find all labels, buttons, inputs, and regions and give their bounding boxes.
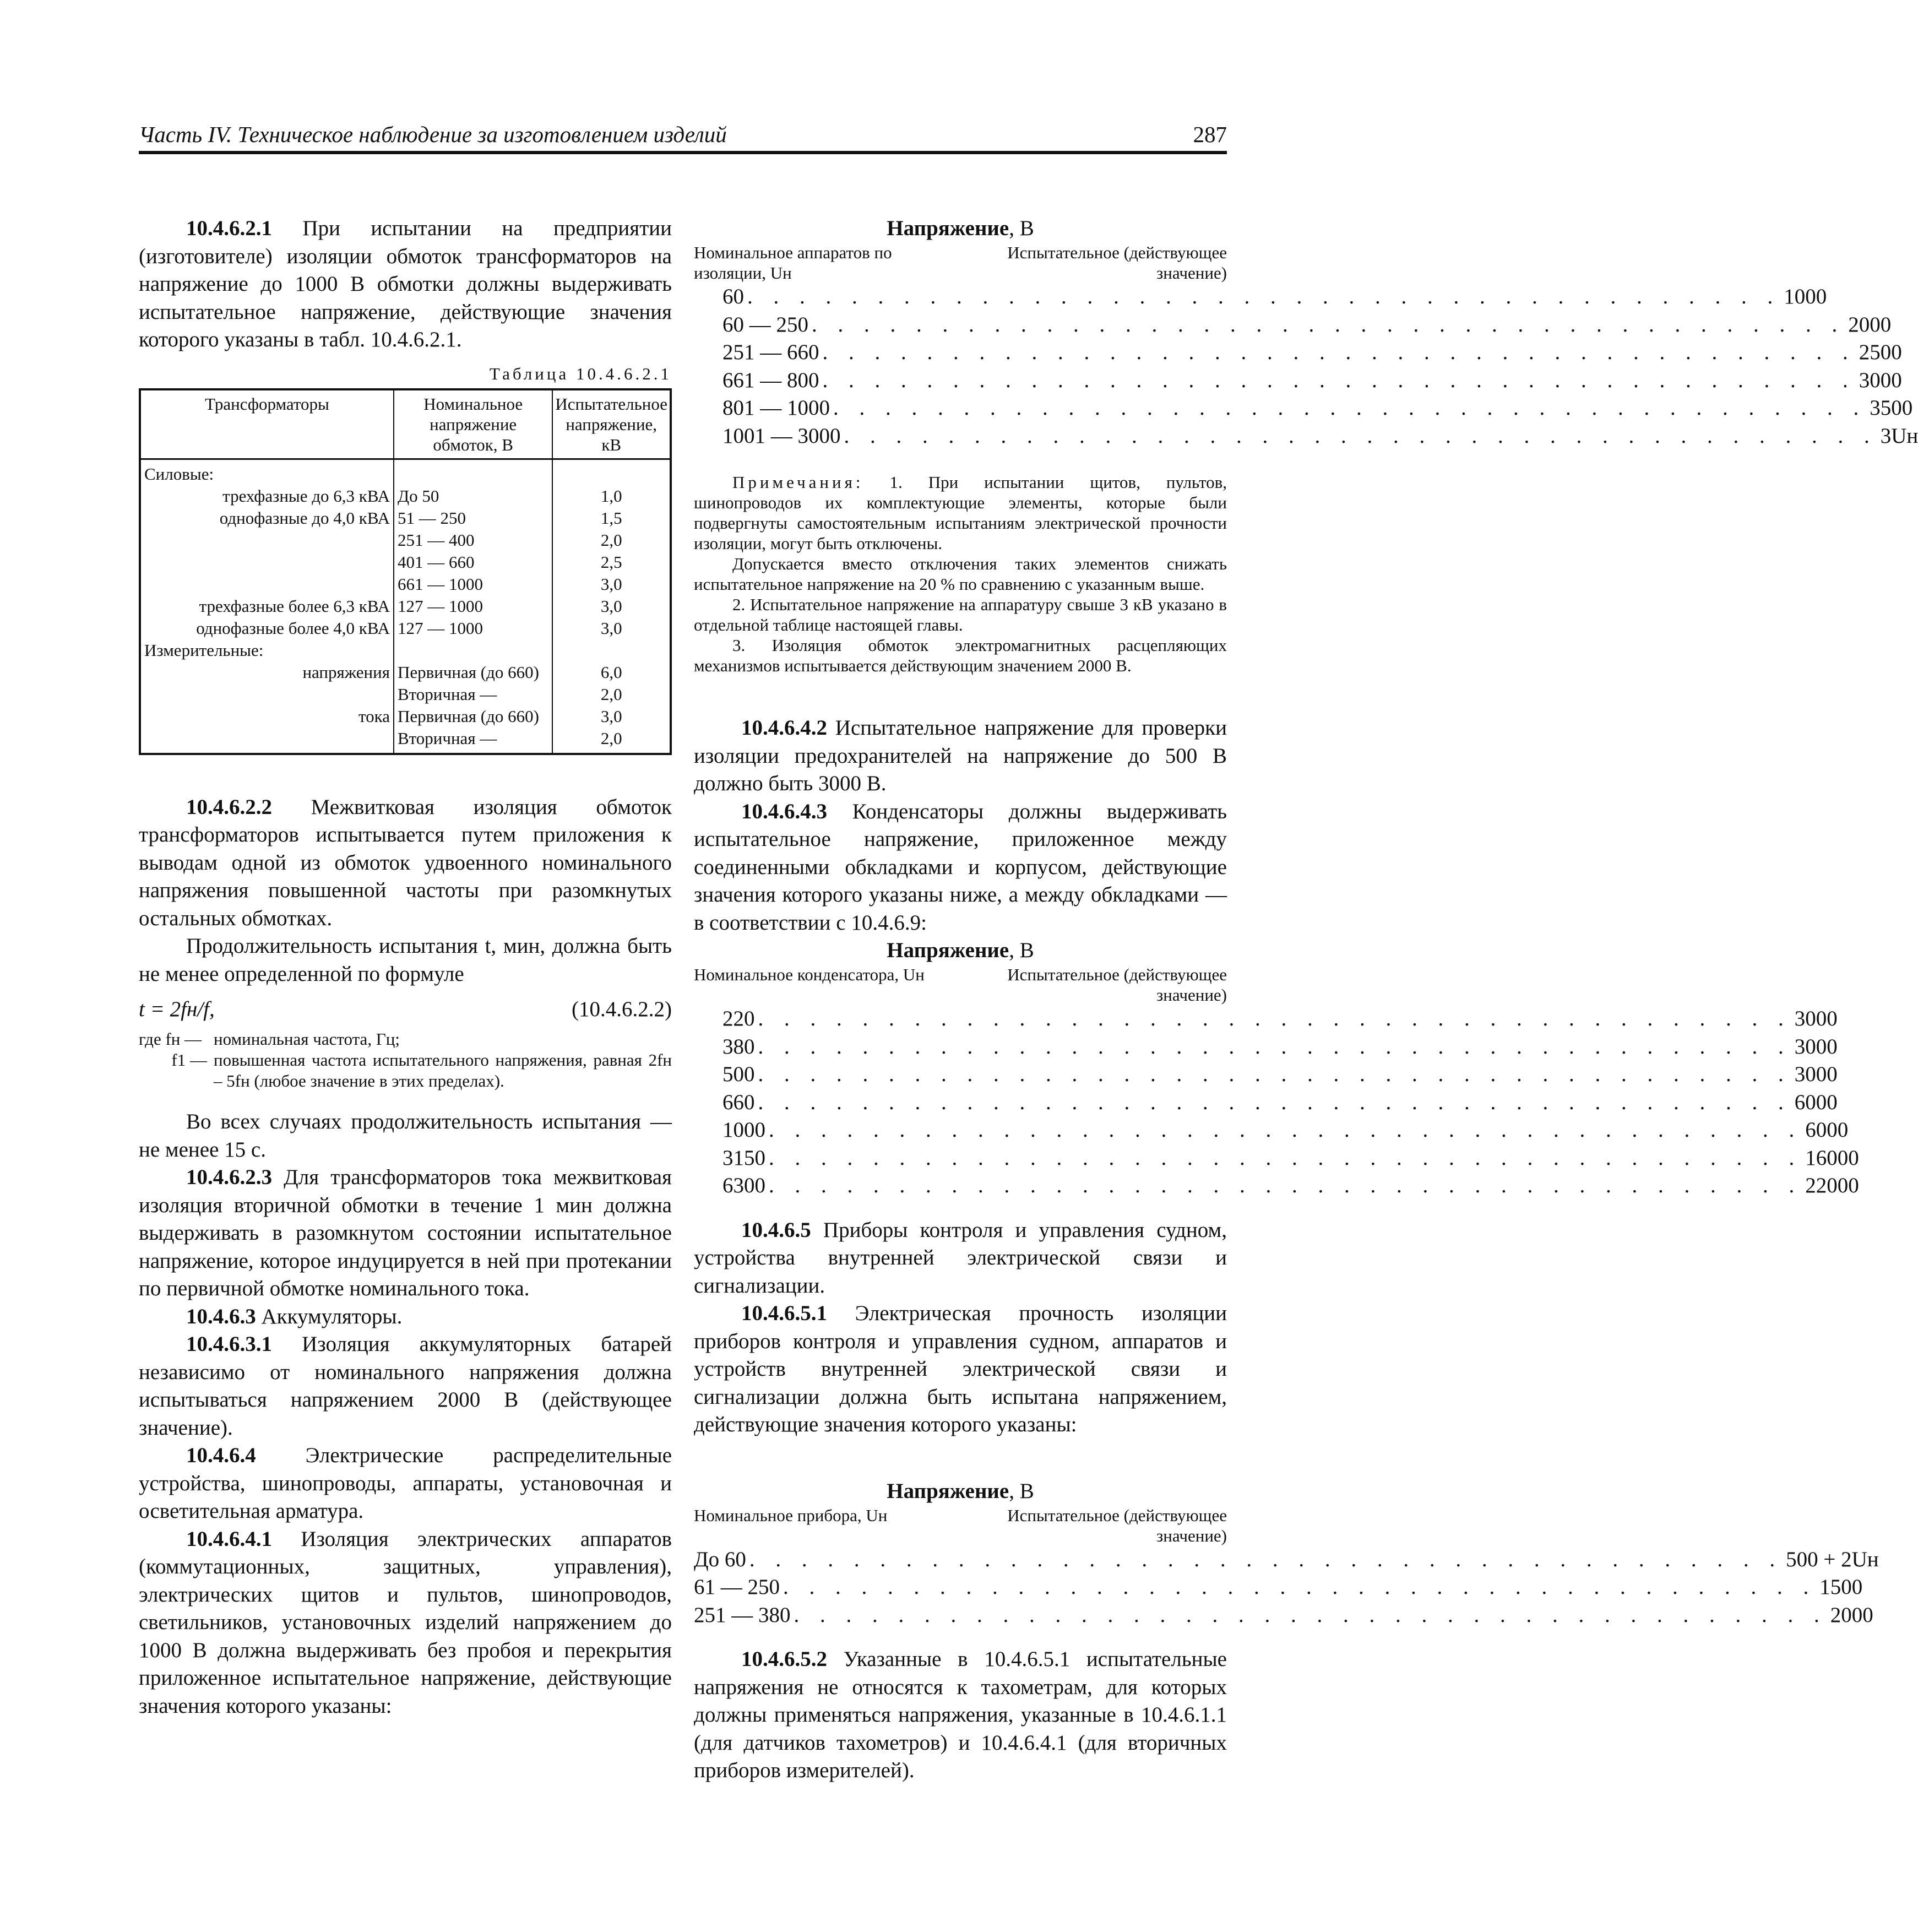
voltage-row [694,1172,1859,1200]
voltage-row [694,1061,1838,1089]
cell-type: трехфазные до 6,3 кВА [140,485,394,507]
voltage-nominal: 251 — 380 [694,1603,791,1627]
cell-nominal: 127 — 1000 [394,617,552,639]
voltage-row [694,311,1892,339]
voltage-row [694,1573,1863,1602]
dot-leader: . . . . . . . . . . . . . . . . . . . . . . . . . . . . . . . . . . . . . . . . [758,1062,1791,1086]
voltage-test: 16000 [1805,1146,1859,1170]
dot-leader: . . . . . . . . . . . . . . . . . . . . . . . . . . . . . . . . . . . . . . . . [769,1146,1802,1170]
voltage-test: 500 + 2Uн [1786,1547,1879,1571]
voltage-nominal: 60 — 250 [722,312,808,337]
cell-nominal: 51 — 250 [394,507,552,529]
voltage-heading-2: Напряжение, В [887,938,1034,962]
voltage-test: 3500 [1870,396,1913,420]
cell-nominal: 127 — 1000 [394,595,552,617]
voltage-nominal: 661 — 800 [722,368,819,392]
formula-legend [139,1029,672,1092]
table-row [140,459,671,485]
voltage-row [694,367,1902,395]
voltage-test: 2500 [1859,340,1902,364]
dot-leader: . . . . . . . . . . . . . . . . . . . . . . . . . . . . . . . . . . . . . . . . [822,340,1856,364]
dot-leader: . . . . . . . . . . . . . . . . . . . . . . . . . . . . . . . . . . . . . . . . [822,368,1856,392]
voltage-test: 2000 [1848,312,1892,337]
voltage-test: 3000 [1794,1034,1838,1059]
voltage-nominal: 1001 — 3000 [722,424,841,448]
voltage-test: 6000 [1794,1090,1838,1114]
voltage-row [694,1005,1838,1033]
voltage-nominal: 1000 [722,1118,765,1142]
dot-leader: . . . . . . . . . . . . . . . . . . . . . . . . . . . . . . . . . . . . . . . . [783,1575,1817,1599]
voltage-row [694,339,1902,367]
voltage-row [694,422,1918,451]
table-row [140,661,671,683]
running-header [139,120,1227,154]
voltage-row [694,1089,1838,1117]
voltage-nominal: 801 — 1000 [722,396,830,420]
cell-type [140,728,394,754]
dot-leader: . . . . . . . . . . . . . . . . . . . . . . . . . . . . . . . . . . . . . . . . [758,1090,1791,1114]
paragraph-10-4-6-5: 10.4.6.5 Приборы контроля и управления судном, устройства внутренней электрической связи и сигнализации. [694,1218,1227,1298]
dot-leader: . . . . . . . . . . . . . . . . . . . . . . . . . . . . . . . . . . . . . . . . [749,1547,1783,1571]
cell-test: 3,0 [552,705,671,728]
cell-type: однофазные до 4,0 кВА [140,507,394,529]
legend-row: f1 — повышенная частота испытательного напряжения, равная 2fн – 5fн (любое значение в этих пределах). [171,1050,672,1090]
paragraph-10-4-6-4: 10.4.6.4 Электрические распределительные устройства, шинопроводы, аппараты, установочная и осветительная арматура. [139,1443,672,1523]
paragraph-10-4-6-3-1: 10.4.6.3.1 Изоляция аккумуляторных батарей независимо от номинального напряжения должна испытываться напряжением 2000 В (действующее значение). [139,1332,672,1440]
paragraph-10-4-6-2-2: 10.4.6.2.2 Межвитковая изоляция обмоток трансформаторов испытывается путем приложения к выводам одной из обмоток удвоенного номинального напряжения повышенной частоты при разомкнутых остальных обмотках. [139,795,672,930]
cell-type: напряжения [140,661,394,683]
voltage-test: 2000 [1830,1603,1873,1627]
voltage-row [694,1144,1859,1173]
formula-expression: t = 2fн/f, [139,997,215,1021]
voltage-list-1 [694,283,1918,450]
cell-test: 2,0 [552,728,671,754]
cell-type [140,573,394,595]
cell-test: 3,0 [552,617,671,639]
dot-leader: . . . . . . . . . . . . . . . . . . . . . . . . . . . . . . . . . . . . . . . . [758,1007,1791,1030]
formula-number: (10.4.6.2.2) [572,997,672,1021]
notes-block [694,472,1227,676]
voltage-nominal: 220 [722,1007,755,1030]
table-row [140,683,671,705]
voltage-test: 3000 [1794,1062,1838,1086]
formula [139,996,672,1023]
voltage-nominal: 6300 [722,1174,765,1197]
voltage-row [694,1546,1879,1574]
voltage-subheader-2: Номинальное конденсатора, Uн Испытательное (действующее значение) [694,965,1227,1005]
transformer-table-body [140,459,671,754]
dot-leader: . . . . . . . . . . . . . . . . . . . . . . . . . . . . . . . . . . . . . . . . [769,1174,1802,1197]
cell-nominal: 251 — 400 [394,529,552,551]
voltage-test: 22000 [1805,1174,1859,1197]
cell-test: 1,5 [552,507,671,529]
table-caption: Таблица 10.4.6.2.1 [489,363,672,383]
cell-type: однофазные более 4,0 кВА [140,617,394,639]
cell-nominal: Вторичная — [394,728,552,754]
table-row [140,529,671,551]
cell-type [140,683,394,705]
table-row [140,595,671,617]
note-2: 2. Испытательное напряжение на аппаратуру свыше 3 кВ указано в отдельной таблице настоящей главы. [694,595,1227,634]
paragraph-10-4-6-4-1: 10.4.6.4.1 Изоляция электрических аппаратов (коммутационных, защитных, управления), электрических щитов и пультов, шинопроводов, светильников, установочных изделий напряжением до 1000 В должна выдерживать без пробоя и перекрытия приложенное испытательное напряжение, действующие значения которого указаны: [139,1527,672,1718]
voltage-test: 1500 [1819,1575,1863,1599]
table-row [140,705,671,728]
table-row [140,728,671,754]
transformer-table [139,388,672,755]
voltage-row [694,1602,1873,1630]
cell-nominal: 401 — 660 [394,551,552,573]
voltage-list-2 [694,1005,1859,1200]
paragraph-duration: Продолжительность испытания t, мин, должна быть не менее определенной по формуле [139,934,672,986]
voltage-row [694,394,1913,422]
table-row [140,573,671,595]
cell-nominal: До 50 [394,485,552,507]
left-column [139,215,672,1720]
paragraph-10-4-6-5-1: 10.4.6.5.1 Электрическая прочность изоляции приборов контроля и управления судном, аппаратов и устройств внутренней электрической связи и сигнализации должна быть испытана напряжением, действующие значения которого указаны: [694,1301,1227,1436]
voltage-list-3 [694,1546,1879,1630]
cell-test: 2,0 [552,529,671,551]
col-header-transformers: Трансформаторы [140,389,394,459]
dot-leader: . . . . . . . . . . . . . . . . . . . . . . . . . . . . . . . . . . . . . . . . [758,1034,1791,1059]
cell-test: 3,0 [552,573,671,595]
cell-nominal: Первичная (до 660) [394,705,552,728]
paragraph-10-4-6-4-2: 10.4.6.4.2 Испытательное напряжение для проверки изоляции предохранителей на напряжение до 500 В должно быть 3000 В. [694,716,1227,795]
cell-nominal [394,639,552,661]
header-title: Часть IV. Техническое наблюдение за изготовлением изделий [139,122,727,147]
cell-type: тока [140,705,394,728]
dot-leader: . . . . . . . . . . . . . . . . . . . . . . . . . . . . . . . . . . . . . . . . [844,424,1877,448]
table-row [140,507,671,529]
voltage-row [694,1116,1849,1144]
page-number: 287 [1193,122,1227,147]
paragraph-10-4-6-2-3: 10.4.6.2.3 Для трансформаторов тока межвитковая изоляция вторичной обмотки в течение 1 мин должна выдерживать в разомкнутом состоянии испытательное напряжение, которое индуцируется в ней при протекании по первичной обмотке номинального тока. [139,1165,672,1300]
col-header-test: Испытательное напряжение, кВ [552,389,671,459]
cell-type: трехфазные более 6,3 кВА [140,595,394,617]
voltage-subheader-3: Номинальное прибора, Uн Испытательное (действующее значение) [694,1505,1227,1545]
note-3: 3. Изоляция обмоток электромагнитных расцепляющих механизмов испытывается действующим значением 2000 В. [694,636,1227,675]
paragraph-10-4-6-4-3: 10.4.6.4.3 Конденсаторы должны выдерживать испытательное напряжение, приложенное между соединенными обкладками и корпусом, действующие значения которого указаны ниже, а между обкладками — в соответствии с 10.4.6.9: [694,799,1227,935]
voltage-nominal: 500 [722,1062,755,1086]
cell-test: 3,0 [552,595,671,617]
table-row [140,617,671,639]
dot-leader: . . . . . . . . . . . . . . . . . . . . . . . . . . . . . . . . . . . . . . . . [794,1603,1827,1627]
table-row [140,485,671,507]
dot-leader: . . . . . . . . . . . . . . . . . . . . . . . . . . . . . . . . . . . . . . . . [769,1118,1802,1142]
paragraph-10-4-6-3: 10.4.6.3 Аккумуляторы. [186,1304,403,1328]
voltage-row [694,283,1827,311]
voltage-nominal: 60 [722,285,744,308]
voltage-heading-1: Напряжение, В [887,216,1034,240]
dot-leader: . . . . . . . . . . . . . . . . . . . . . . . . . . . . . . . . . . . . . . . . [833,396,1867,420]
cell-nominal: 661 — 1000 [394,573,552,595]
cell-nominal: Вторичная — [394,683,552,705]
cell-test: 2,5 [552,551,671,573]
voltage-subheader-1: Номинальное аппаратов по изоляции, Uн Испытательное (действующее значение) [694,243,1227,283]
dot-leader: . . . . . . . . . . . . . . . . . . . . . . . . . . . . . . . . . . . . . . . . [812,312,1845,337]
voltage-heading-3: Напряжение, В [887,1479,1034,1503]
col-header-nominal: Номинальное напряжение обмоток, В [394,389,552,459]
cell-test [552,459,671,485]
cell-test: 2,0 [552,683,671,705]
cell-nominal [394,459,552,485]
voltage-nominal: 3150 [722,1146,765,1170]
cell-test [552,639,671,661]
cell-nominal: Первичная (до 660) [394,661,552,683]
voltage-test: 3000 [1859,368,1902,392]
table-row [140,639,671,661]
voltage-nominal: 380 [722,1034,755,1059]
paragraph-min-duration: Во всех случаях продолжительность испытания — не менее 15 с. [139,1110,672,1162]
cell-test: 6,0 [552,661,671,683]
cell-type: Силовые: [140,459,394,485]
cell-type [140,529,394,551]
voltage-test: 1000 [1784,285,1827,308]
voltage-nominal: 660 [722,1090,755,1114]
voltage-nominal: До 60 [694,1547,746,1571]
voltage-row [694,1033,1838,1061]
note-1b: Допускается вместо отключения таких элементов снижать испытательное напряжение на 20 % по сравнению с указанным выше. [694,554,1227,594]
legend-row: где fн — номинальная частота, Гц; [139,1029,400,1049]
note-1: Примечания: 1. При испытании щитов, пультов, шинопроводов их комплектующие элементы, которые были подвергнуты самостоятельным испытаниям электрической прочности изоляции, могут быть отключены. [694,473,1227,553]
voltage-nominal: 251 — 660 [722,340,819,364]
paragraph-10-4-6-2-1: 10.4.6.2.1 При испытании на предприятии (изготовителе) изоляции обмоток трансформаторов на напряжение до 1000 В обмотки должны выдерживать испытательное напряжение, действующие значения которого указаны в табл. 10.4.6.2.1. [139,216,672,351]
table-row [140,551,671,573]
cell-type [140,551,394,573]
paragraph-10-4-6-5-2: 10.4.6.5.2 Указанные в 10.4.6.5.1 испытательные напряжения не относятся к тахометрам, для которых должны применяться напряжения, указанные в 10.4.6.1.1 (для датчиков тахометров) и 10.4.6.4.1 (для вторичных приборов измерителей). [694,1647,1227,1782]
voltage-test: 3Uн [1880,424,1918,448]
dot-leader: . . . . . . . . . . . . . . . . . . . . . . . . . . . . . . . . . . . . . . . . [747,285,1781,308]
cell-test: 1,0 [552,485,671,507]
voltage-test: 3000 [1794,1007,1838,1030]
right-column [694,215,1918,1785]
cell-type: Измерительные: [140,639,394,661]
voltage-test: 6000 [1805,1118,1849,1142]
voltage-nominal: 61 — 250 [694,1575,780,1599]
